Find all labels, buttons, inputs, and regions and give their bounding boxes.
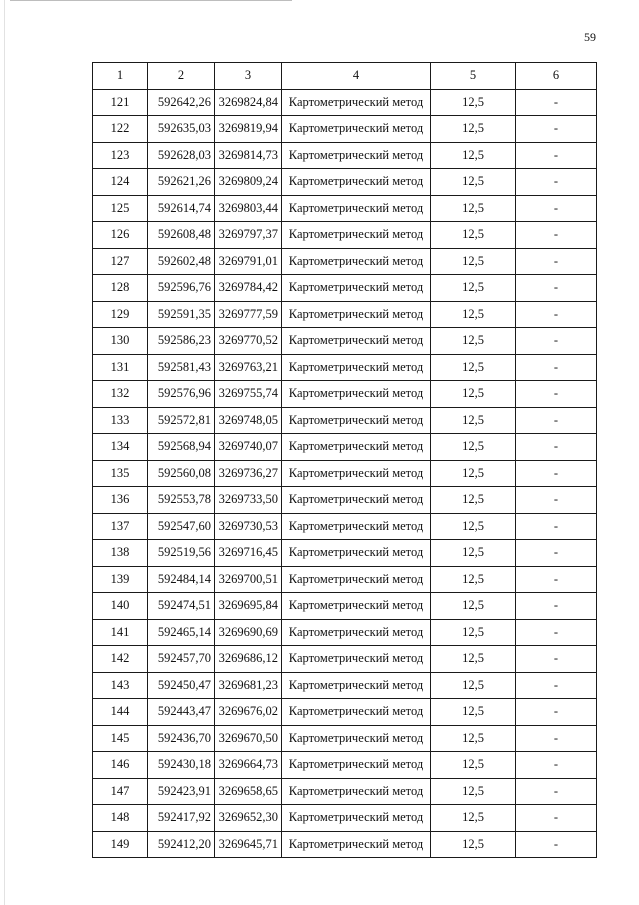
x-coordinate-cell: 592519,56: [148, 540, 215, 567]
x-coordinate-cell: 592450,47: [148, 672, 215, 699]
accuracy-cell: 12,5: [431, 540, 516, 567]
table-row: [93, 407, 597, 434]
point-number-cell: 136: [93, 487, 148, 514]
accuracy-cell: 12,5: [431, 222, 516, 249]
method-cell: Картометрический метод: [282, 407, 431, 434]
accuracy-cell: 12,5: [431, 142, 516, 169]
table-row: [93, 142, 597, 169]
method-cell: Картометрический метод: [282, 460, 431, 487]
table-row: [93, 646, 597, 673]
table-row: [93, 593, 597, 620]
accuracy-cell: 12,5: [431, 301, 516, 328]
note-cell: -: [516, 460, 597, 487]
accuracy-cell: 12,5: [431, 354, 516, 381]
table-row: [93, 513, 597, 540]
accuracy-cell: 12,5: [431, 248, 516, 275]
y-coordinate-cell: 3269730,53: [215, 513, 282, 540]
method-cell: Картометрический метод: [282, 619, 431, 646]
point-number-cell: 143: [93, 672, 148, 699]
table-row: [93, 328, 597, 355]
x-coordinate-cell: 592436,70: [148, 725, 215, 752]
table-row: [93, 248, 597, 275]
table-row: [93, 89, 597, 116]
accuracy-cell: 12,5: [431, 566, 516, 593]
y-coordinate-cell: 3269819,94: [215, 116, 282, 143]
point-number-cell: 138: [93, 540, 148, 567]
point-number-cell: 137: [93, 513, 148, 540]
method-cell: Картометрический метод: [282, 169, 431, 196]
table-header-row: [93, 63, 597, 90]
y-coordinate-cell: 3269664,73: [215, 752, 282, 779]
x-coordinate-cell: 592474,51: [148, 593, 215, 620]
method-cell: Картометрический метод: [282, 566, 431, 593]
table-row: [93, 116, 597, 143]
scan-edge-top: [10, 0, 292, 1]
table-row: [93, 805, 597, 832]
y-coordinate-cell: 3269809,24: [215, 169, 282, 196]
note-cell: -: [516, 116, 597, 143]
y-coordinate-cell: 3269733,50: [215, 487, 282, 514]
point-number-cell: 147: [93, 778, 148, 805]
x-coordinate-cell: 592443,47: [148, 699, 215, 726]
y-coordinate-cell: 3269748,05: [215, 407, 282, 434]
y-coordinate-cell: 3269740,07: [215, 434, 282, 461]
accuracy-cell: 12,5: [431, 778, 516, 805]
method-cell: Картометрический метод: [282, 805, 431, 832]
method-cell: Картометрический метод: [282, 354, 431, 381]
table-row: [93, 752, 597, 779]
point-number-cell: 126: [93, 222, 148, 249]
point-number-cell: 133: [93, 407, 148, 434]
scan-edge-left: [4, 0, 5, 905]
method-cell: Картометрический метод: [282, 646, 431, 673]
y-coordinate-cell: 3269814,73: [215, 142, 282, 169]
point-number-cell: 125: [93, 195, 148, 222]
table-row: [93, 566, 597, 593]
note-cell: -: [516, 540, 597, 567]
accuracy-cell: 12,5: [431, 725, 516, 752]
method-cell: Картометрический метод: [282, 301, 431, 328]
y-coordinate-cell: 3269803,44: [215, 195, 282, 222]
method-cell: Картометрический метод: [282, 275, 431, 302]
accuracy-cell: 12,5: [431, 275, 516, 302]
table-row: [93, 540, 597, 567]
note-cell: -: [516, 672, 597, 699]
point-number-cell: 124: [93, 169, 148, 196]
table-row: [93, 778, 597, 805]
accuracy-cell: 12,5: [431, 195, 516, 222]
table-row: [93, 831, 597, 858]
accuracy-cell: 12,5: [431, 672, 516, 699]
y-coordinate-cell: 3269777,59: [215, 301, 282, 328]
column-header: 1: [93, 63, 148, 90]
note-cell: -: [516, 301, 597, 328]
accuracy-cell: 12,5: [431, 460, 516, 487]
x-coordinate-cell: 592614,74: [148, 195, 215, 222]
table-row: [93, 672, 597, 699]
point-number-cell: 140: [93, 593, 148, 620]
table-row: [93, 381, 597, 408]
accuracy-cell: 12,5: [431, 699, 516, 726]
y-coordinate-cell: 3269824,84: [215, 89, 282, 116]
y-coordinate-cell: 3269690,69: [215, 619, 282, 646]
note-cell: -: [516, 354, 597, 381]
x-coordinate-cell: 592596,76: [148, 275, 215, 302]
column-header: 6: [516, 63, 597, 90]
coordinates-table: [92, 62, 597, 858]
column-header: 2: [148, 63, 215, 90]
table-row: [93, 275, 597, 302]
x-coordinate-cell: 592484,14: [148, 566, 215, 593]
point-number-cell: 132: [93, 381, 148, 408]
note-cell: -: [516, 646, 597, 673]
point-number-cell: 129: [93, 301, 148, 328]
accuracy-cell: 12,5: [431, 328, 516, 355]
note-cell: -: [516, 619, 597, 646]
point-number-cell: 141: [93, 619, 148, 646]
method-cell: Картометрический метод: [282, 513, 431, 540]
table-body: [93, 89, 597, 858]
method-cell: Картометрический метод: [282, 487, 431, 514]
x-coordinate-cell: 592553,78: [148, 487, 215, 514]
method-cell: Картометрический метод: [282, 222, 431, 249]
method-cell: Картометрический метод: [282, 725, 431, 752]
y-coordinate-cell: 3269736,27: [215, 460, 282, 487]
method-cell: Картометрический метод: [282, 672, 431, 699]
point-number-cell: 149: [93, 831, 148, 858]
y-coordinate-cell: 3269681,23: [215, 672, 282, 699]
point-number-cell: 127: [93, 248, 148, 275]
note-cell: -: [516, 831, 597, 858]
note-cell: -: [516, 487, 597, 514]
point-number-cell: 130: [93, 328, 148, 355]
note-cell: -: [516, 275, 597, 302]
method-cell: Картометрический метод: [282, 195, 431, 222]
note-cell: -: [516, 805, 597, 832]
y-coordinate-cell: 3269755,74: [215, 381, 282, 408]
y-coordinate-cell: 3269658,65: [215, 778, 282, 805]
x-coordinate-cell: 592576,96: [148, 381, 215, 408]
y-coordinate-cell: 3269652,30: [215, 805, 282, 832]
x-coordinate-cell: 592608,48: [148, 222, 215, 249]
x-coordinate-cell: 592465,14: [148, 619, 215, 646]
accuracy-cell: 12,5: [431, 407, 516, 434]
table-row: [93, 699, 597, 726]
table-row: [93, 434, 597, 461]
x-coordinate-cell: 592635,03: [148, 116, 215, 143]
x-coordinate-cell: 592412,20: [148, 831, 215, 858]
table-row: [93, 725, 597, 752]
accuracy-cell: 12,5: [431, 434, 516, 461]
x-coordinate-cell: 592621,26: [148, 169, 215, 196]
point-number-cell: 146: [93, 752, 148, 779]
x-coordinate-cell: 592572,81: [148, 407, 215, 434]
table-row: [93, 619, 597, 646]
point-number-cell: 142: [93, 646, 148, 673]
point-number-cell: 148: [93, 805, 148, 832]
note-cell: -: [516, 195, 597, 222]
point-number-cell: 135: [93, 460, 148, 487]
point-number-cell: 128: [93, 275, 148, 302]
accuracy-cell: 12,5: [431, 831, 516, 858]
y-coordinate-cell: 3269670,50: [215, 725, 282, 752]
y-coordinate-cell: 3269763,21: [215, 354, 282, 381]
x-coordinate-cell: 592642,26: [148, 89, 215, 116]
y-coordinate-cell: 3269695,84: [215, 593, 282, 620]
y-coordinate-cell: 3269791,01: [215, 248, 282, 275]
accuracy-cell: 12,5: [431, 805, 516, 832]
note-cell: -: [516, 513, 597, 540]
x-coordinate-cell: 592586,23: [148, 328, 215, 355]
method-cell: Картометрический метод: [282, 142, 431, 169]
x-coordinate-cell: 592560,08: [148, 460, 215, 487]
y-coordinate-cell: 3269770,52: [215, 328, 282, 355]
y-coordinate-cell: 3269676,02: [215, 699, 282, 726]
x-coordinate-cell: 592547,60: [148, 513, 215, 540]
point-number-cell: 139: [93, 566, 148, 593]
x-coordinate-cell: 592457,70: [148, 646, 215, 673]
column-header: 4: [282, 63, 431, 90]
method-cell: Картометрический метод: [282, 328, 431, 355]
method-cell: Картометрический метод: [282, 699, 431, 726]
accuracy-cell: 12,5: [431, 593, 516, 620]
accuracy-cell: 12,5: [431, 513, 516, 540]
y-coordinate-cell: 3269784,42: [215, 275, 282, 302]
note-cell: -: [516, 593, 597, 620]
accuracy-cell: 12,5: [431, 381, 516, 408]
point-number-cell: 121: [93, 89, 148, 116]
table-row: [93, 487, 597, 514]
accuracy-cell: 12,5: [431, 619, 516, 646]
table-row: [93, 222, 597, 249]
column-header: 5: [431, 63, 516, 90]
note-cell: -: [516, 328, 597, 355]
point-number-cell: 145: [93, 725, 148, 752]
y-coordinate-cell: 3269645,71: [215, 831, 282, 858]
method-cell: Картометрический метод: [282, 434, 431, 461]
y-coordinate-cell: 3269700,51: [215, 566, 282, 593]
note-cell: -: [516, 142, 597, 169]
note-cell: -: [516, 407, 597, 434]
note-cell: -: [516, 248, 597, 275]
method-cell: Картометрический метод: [282, 831, 431, 858]
table-row: [93, 195, 597, 222]
table-row: [93, 460, 597, 487]
point-number-cell: 134: [93, 434, 148, 461]
method-cell: Картометрический метод: [282, 381, 431, 408]
note-cell: -: [516, 778, 597, 805]
page-number: 59: [584, 30, 596, 44]
method-cell: Картометрический метод: [282, 116, 431, 143]
x-coordinate-cell: 592430,18: [148, 752, 215, 779]
method-cell: Картометрический метод: [282, 89, 431, 116]
accuracy-cell: 12,5: [431, 646, 516, 673]
note-cell: -: [516, 169, 597, 196]
note-cell: -: [516, 752, 597, 779]
x-coordinate-cell: 592602,48: [148, 248, 215, 275]
point-number-cell: 144: [93, 699, 148, 726]
note-cell: -: [516, 434, 597, 461]
x-coordinate-cell: 592591,35: [148, 301, 215, 328]
method-cell: Картометрический метод: [282, 248, 431, 275]
accuracy-cell: 12,5: [431, 169, 516, 196]
x-coordinate-cell: 592417,92: [148, 805, 215, 832]
note-cell: -: [516, 725, 597, 752]
y-coordinate-cell: 3269716,45: [215, 540, 282, 567]
point-number-cell: 123: [93, 142, 148, 169]
y-coordinate-cell: 3269686,12: [215, 646, 282, 673]
note-cell: -: [516, 89, 597, 116]
x-coordinate-cell: 592423,91: [148, 778, 215, 805]
note-cell: -: [516, 566, 597, 593]
note-cell: -: [516, 699, 597, 726]
accuracy-cell: 12,5: [431, 116, 516, 143]
note-cell: -: [516, 381, 597, 408]
accuracy-cell: 12,5: [431, 752, 516, 779]
x-coordinate-cell: 592581,43: [148, 354, 215, 381]
x-coordinate-cell: 592568,94: [148, 434, 215, 461]
method-cell: Картометрический метод: [282, 540, 431, 567]
table-row: [93, 169, 597, 196]
accuracy-cell: 12,5: [431, 89, 516, 116]
y-coordinate-cell: 3269797,37: [215, 222, 282, 249]
method-cell: Картометрический метод: [282, 593, 431, 620]
point-number-cell: 131: [93, 354, 148, 381]
accuracy-cell: 12,5: [431, 487, 516, 514]
table-row: [93, 354, 597, 381]
point-number-cell: 122: [93, 116, 148, 143]
note-cell: -: [516, 222, 597, 249]
method-cell: Картометрический метод: [282, 752, 431, 779]
x-coordinate-cell: 592628,03: [148, 142, 215, 169]
table-row: [93, 301, 597, 328]
column-header: 3: [215, 63, 282, 90]
method-cell: Картометрический метод: [282, 778, 431, 805]
